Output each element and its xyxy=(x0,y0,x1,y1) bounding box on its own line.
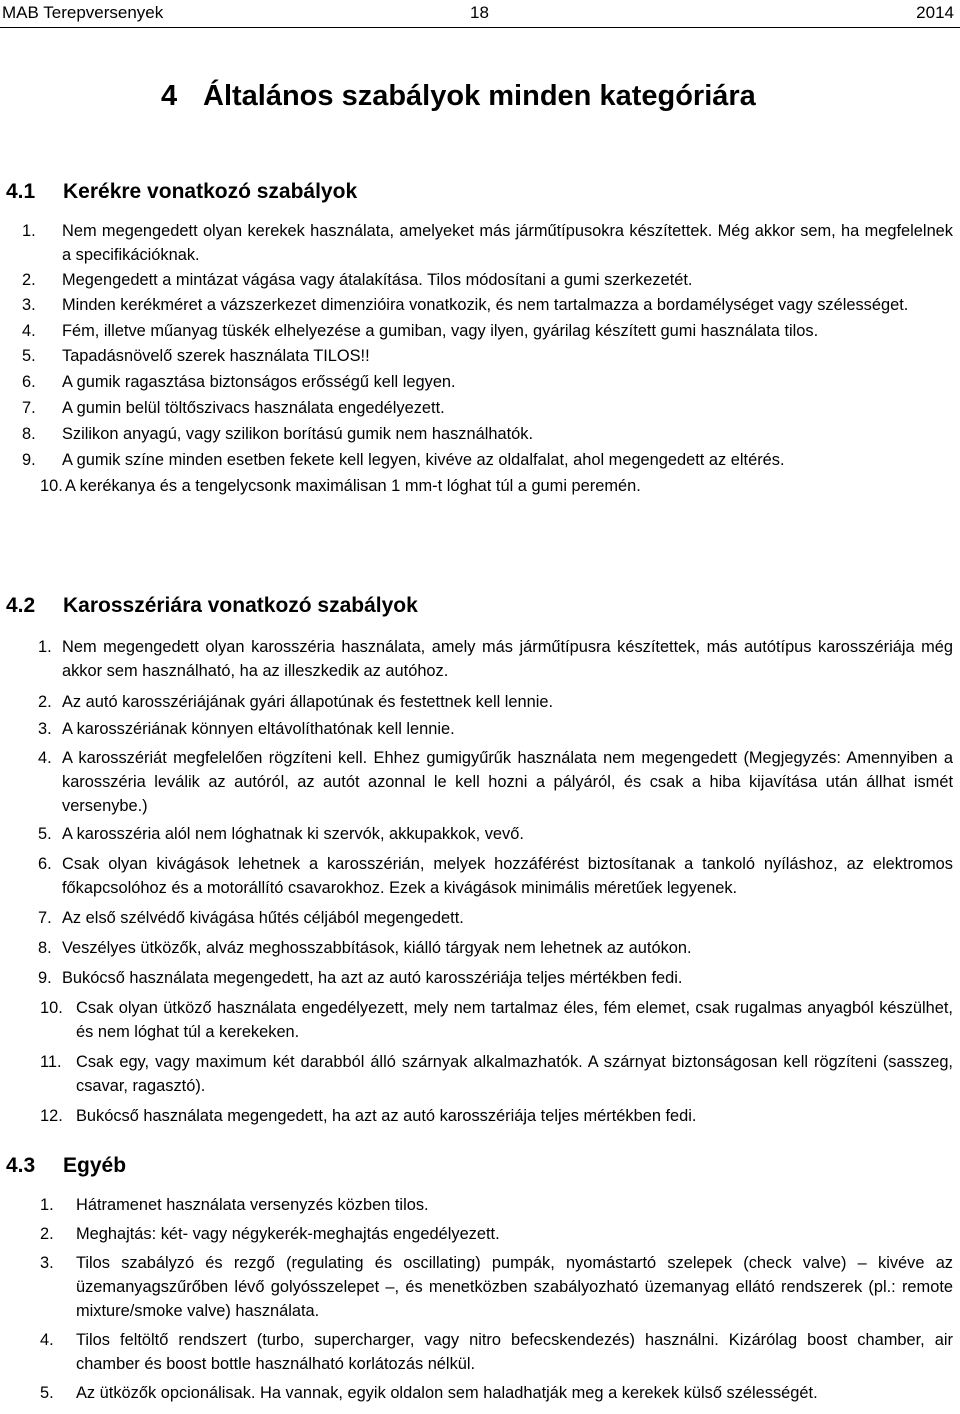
list-item xyxy=(40,746,953,818)
section-heading-4-3 xyxy=(6,1153,126,1179)
wheel-rules-list xyxy=(22,219,953,498)
section-number: 4.1 xyxy=(6,180,36,203)
item-number: 7. xyxy=(38,909,52,927)
item-text: A kerékanya és a tengelycsonk maximálisan 1 mm-t lóghat túl a gumi peremén. xyxy=(65,477,641,495)
item-number: 2. xyxy=(40,1225,54,1243)
item-text: Veszélyes ütközők, alváz meghosszabbítások, kiálló tárgyak nem lehetnek az autókon. xyxy=(62,939,692,957)
item-number: 2. xyxy=(22,271,36,289)
list-item xyxy=(40,996,953,1044)
item-text: A gumik színe minden esetben fekete kell legyen, kivéve az oldalfalat, ahol megengedett az eltérés. xyxy=(62,451,785,469)
body-rules-list xyxy=(40,635,953,1128)
item-number: 1. xyxy=(38,638,52,656)
list-item xyxy=(40,906,953,930)
chapter-title: Általános szabályok minden kategóriára xyxy=(203,80,756,112)
item-text: Az autó karosszériájának gyári állapotúnak és festettnek kell lennie. xyxy=(62,693,554,711)
list-item xyxy=(22,319,953,343)
item-number: 3. xyxy=(38,720,52,738)
header-year: 2014 xyxy=(916,3,954,22)
page-number: 18 xyxy=(470,3,489,22)
list-item xyxy=(22,293,953,317)
list-item xyxy=(22,344,953,368)
section-title: Egyéb xyxy=(63,1154,127,1177)
item-text: Tapadásnövelő szerek használata TILOS!! xyxy=(62,347,370,365)
section-heading-4-2 xyxy=(6,593,418,619)
list-item xyxy=(40,1381,953,1405)
list-item xyxy=(40,690,953,714)
list-item xyxy=(40,1050,953,1098)
item-number: 2. xyxy=(38,693,52,711)
item-number: 3. xyxy=(40,1254,54,1272)
item-text: Bukócső használata megengedett, ha azt az autó karosszériája teljes mértékben fedi. xyxy=(62,969,683,987)
item-text: Csak olyan ütköző használata engedélyezett, mely nem tartalmaz éles, fém elemet, csak rugalmas anyagból készülhet, és nem lóghat túl a kerekeken. xyxy=(76,999,953,1041)
list-item xyxy=(22,370,953,394)
item-number: 3. xyxy=(22,296,36,314)
item-text: Hátramenet használata versenyzés közben tilos. xyxy=(76,1196,429,1214)
item-number: 9. xyxy=(22,451,36,469)
list-item xyxy=(40,1222,953,1246)
item-number: 8. xyxy=(38,939,52,957)
item-text: Az első szélvédő kivágása hűtés céljából megengedett. xyxy=(62,909,464,927)
list-item xyxy=(40,966,953,990)
item-number: 5. xyxy=(40,1384,54,1402)
list-item xyxy=(40,1193,953,1217)
section-number: 4.3 xyxy=(6,1154,36,1177)
item-number: 6. xyxy=(38,855,52,873)
item-number: 10. xyxy=(40,999,63,1017)
section-heading-4-1 xyxy=(6,179,357,205)
item-number: 4. xyxy=(38,749,52,767)
item-text: A gumin belül töltőszivacs használata engedélyezett. xyxy=(62,399,445,417)
section-number: 4.2 xyxy=(6,594,36,617)
list-item xyxy=(40,1328,953,1376)
item-text: Tilos szabályzó és rezgő (regulating és oscillating) pumpák, nyomástartó szelepek (check valve) – kivéve az üzemanyagszűrőben lévő golyósszelepet –, és menetközben szabályozható üzemanyag ellátó rendszerek (pl.: remote mixture/smoke valve) használata. xyxy=(76,1254,953,1320)
item-text: Megengedett a mintázat vágása vagy átalakítása. Tilos módosítani a gumi szerkezetét. xyxy=(62,271,693,289)
item-text: Nem megengedett olyan karosszéria használata, amely más járműtípusra készítettek, más autótípus karosszériája még akkor sem használható, ha az illeszkedik az autóhoz. xyxy=(62,638,953,680)
item-text: A karosszéria alól nem lóghatnak ki szervók, akkupakkok, vevő. xyxy=(62,825,524,843)
list-item xyxy=(22,448,953,472)
item-text: Meghajtás: két- vagy négykerék-meghajtás engedélyezett. xyxy=(76,1225,500,1243)
item-number: 10. xyxy=(40,477,63,495)
item-text: A gumik ragasztása biztonságos erősségű kell legyen. xyxy=(62,373,456,391)
section-title: Kerékre vonatkozó szabályok xyxy=(63,180,358,203)
list-item xyxy=(40,852,953,900)
item-text: Csak olyan kivágások lehetnek a karosszérián, melyek hozzáférést biztosítanak a tankoló nyíláshoz, az elektromos főkapcsolóhoz és a motorállító csavarokhoz. Ezek a kivágások minimális méretűek legyenek. xyxy=(62,855,953,897)
item-number: 4. xyxy=(40,1331,54,1349)
page-header xyxy=(0,0,960,28)
item-number: 8. xyxy=(22,425,36,443)
list-item xyxy=(40,1104,953,1128)
chapter-number: 4 xyxy=(161,80,178,112)
item-text: Minden kerékméret a vázszerkezet dimenzióira vonatkozik, és nem tartalmazza a bordamélységet vagy szélességet. xyxy=(62,296,909,314)
item-text: Az ütközők opcionálisak. Ha vannak, egyik oldalon sem haladhatják meg a kerekek külső szélességét. xyxy=(76,1384,818,1402)
item-number: 7. xyxy=(22,399,36,417)
list-item xyxy=(22,422,953,446)
list-item xyxy=(22,268,953,292)
item-text: Tilos feltöltő rendszert (turbo, supercharger, vagy nitro befecskendezés) használni. Kizárólag boost chamber, air chamber és boost bottle használható korlátozás nélkül. xyxy=(76,1331,953,1373)
list-item xyxy=(22,219,953,267)
chapter-heading xyxy=(161,78,756,114)
section-title: Karosszériára vonatkozó szabályok xyxy=(63,594,418,617)
item-text: A karosszériát megfelelően rögzíteni kell. Ehhez gumigyűrűk használata nem megengedett (Megjegyzés: Amennyiben a karosszéria leválik az autóról, az autót azonnal le kell hozni a pályáról, és csak a hiba kijavítása után állhat ismét versenybe.) xyxy=(62,749,953,815)
item-text: A karosszériának könnyen eltávolíthatónak kell lennie. xyxy=(62,720,455,738)
item-text: Bukócső használata megengedett, ha azt az autó karosszériája teljes mértékben fedi. xyxy=(76,1107,697,1125)
item-number: 9. xyxy=(38,969,52,987)
item-number: 5. xyxy=(38,825,52,843)
list-item xyxy=(40,1251,953,1323)
list-item xyxy=(40,474,953,498)
item-text: Szilikon anyagú, vagy szilikon borítású gumik nem használhatók. xyxy=(62,425,534,443)
item-text: Nem megengedett olyan kerekek használata, amelyeket más járműtípusokra készítettek. Még akkor sem, ha megfelelnek a specifikációknak. xyxy=(62,222,953,264)
list-item xyxy=(40,635,953,683)
item-number: 12. xyxy=(40,1107,63,1125)
list-item xyxy=(40,717,953,741)
item-number: 5. xyxy=(22,347,36,365)
list-item xyxy=(22,396,953,420)
list-item xyxy=(40,936,953,960)
item-number: 4. xyxy=(22,322,36,340)
header-title: MAB Terepversenyek xyxy=(2,3,164,22)
item-number: 1. xyxy=(22,222,36,240)
other-rules-list xyxy=(40,1193,953,1405)
item-number: 6. xyxy=(22,373,36,391)
item-number: 11. xyxy=(40,1053,62,1071)
item-text: Fém, illetve műanyag tüskék elhelyezése a gumiban, vagy ilyen, gyárilag készített gumi használata tilos. xyxy=(62,322,819,340)
list-item xyxy=(40,822,953,846)
item-number: 1. xyxy=(40,1196,54,1214)
item-text: Csak egy, vagy maximum két darabból álló szárnyak alkalmazhatók. A szárnyat biztonságosan kell rögzíteni (sasszeg, csavar, ragasztó). xyxy=(76,1053,953,1095)
